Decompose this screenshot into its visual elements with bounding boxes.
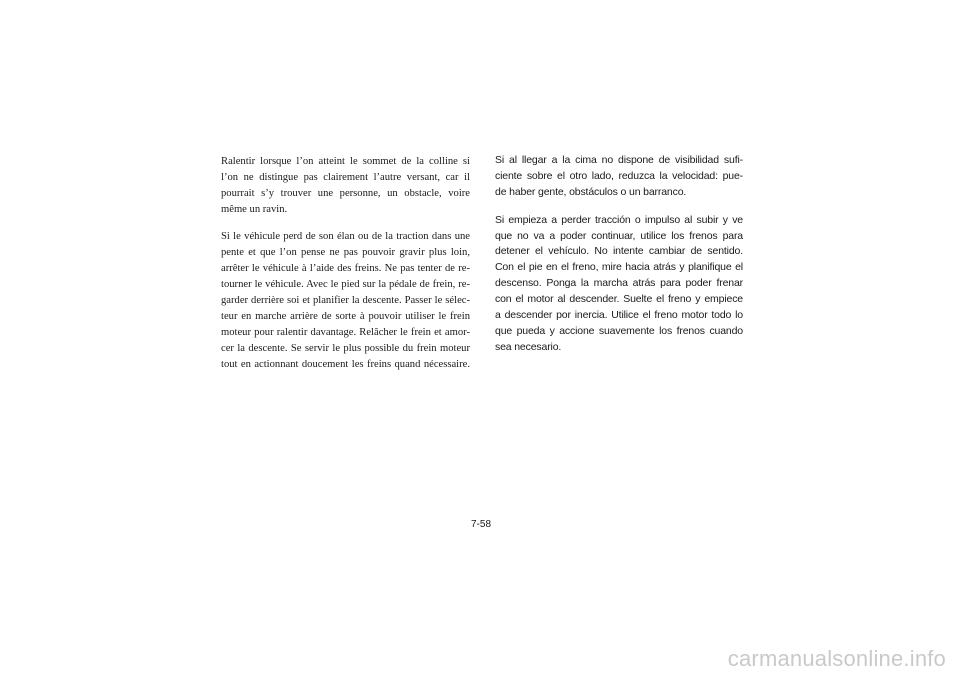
text-line: teur en marche arrière de sorte à pouvoir utiliser le frein	[221, 311, 470, 322]
text-line: sea necesario.	[495, 340, 562, 353]
text-line: même un ravin.	[221, 204, 288, 215]
text-line: arrêter le véhicule à l’aide des freins. Ne pas tenter de re-	[221, 263, 470, 274]
text-line: tout en actionnant doucement les freins quand nécessaire.	[221, 359, 470, 370]
text-line: ciente sobre el otro lado, reduzca la velocidad: pue-	[495, 169, 743, 182]
spanish-column	[495, 152, 743, 355]
page-number: 7-58	[470, 519, 491, 530]
text-line: descenso. Ponga la marcha atrás para poder frenar	[495, 277, 743, 290]
text-line: Si le véhicule perd de son élan ou de la traction dans une	[221, 231, 470, 242]
text-line: de haber gente, obstáculos o un barranco.	[495, 185, 687, 198]
french-paragraph-1	[221, 154, 470, 218]
text-line: que pueda y accione suavemente los frenos cuando	[495, 324, 743, 337]
text-line: Con el pie en el freno, mire hacia atrás y planifique el	[495, 261, 743, 274]
text-line: Si al llegar a la cima no dispone de visibilidad sufi-	[495, 154, 743, 166]
text-line: Si empieza a perder tracción o impulso al subir y ve	[495, 213, 743, 226]
text-line: garder derrière soi et planifier la descente. Passer le sélec-	[221, 295, 470, 306]
paragraph-gap	[495, 200, 743, 212]
text-line: Ralentir lorsque l’on atteint le sommet de la colline si	[221, 156, 470, 167]
spanish-paragraph-2	[495, 212, 743, 355]
french-paragraph-2	[221, 229, 470, 373]
text-line: que no va a poder continuar, utilice los frenos para	[495, 229, 743, 242]
text-line: a descender por inercia. Utilice el freno motor todo lo	[495, 309, 743, 322]
text-line: detener el vehículo. No intente cambiar de sentido.	[495, 245, 743, 258]
text-line: con el motor al descender. Suelte el freno y empiece	[495, 293, 743, 306]
spanish-paragraph-1	[495, 152, 743, 200]
watermark: carmanualsonline.info	[727, 646, 946, 671]
text-line: l’on ne distingue pas clairement l’autre versant, car il	[221, 172, 470, 183]
text-line: moteur pour ralentir davantage. Relâcher le frein et amor-	[221, 327, 470, 338]
text-line: pourrait s’y trouver une personne, un obstacle, voire	[221, 188, 470, 199]
text-line: pente et que l’on pense ne pas pouvoir gravir plus loin,	[221, 247, 470, 258]
french-column	[221, 154, 470, 373]
text-line: tourner le véhicule. Avec le pied sur la pédale de frein, re-	[221, 279, 470, 290]
text-line: cer la descente. Se servir le plus possible du frein moteur	[221, 343, 470, 354]
paragraph-gap	[221, 218, 470, 229]
